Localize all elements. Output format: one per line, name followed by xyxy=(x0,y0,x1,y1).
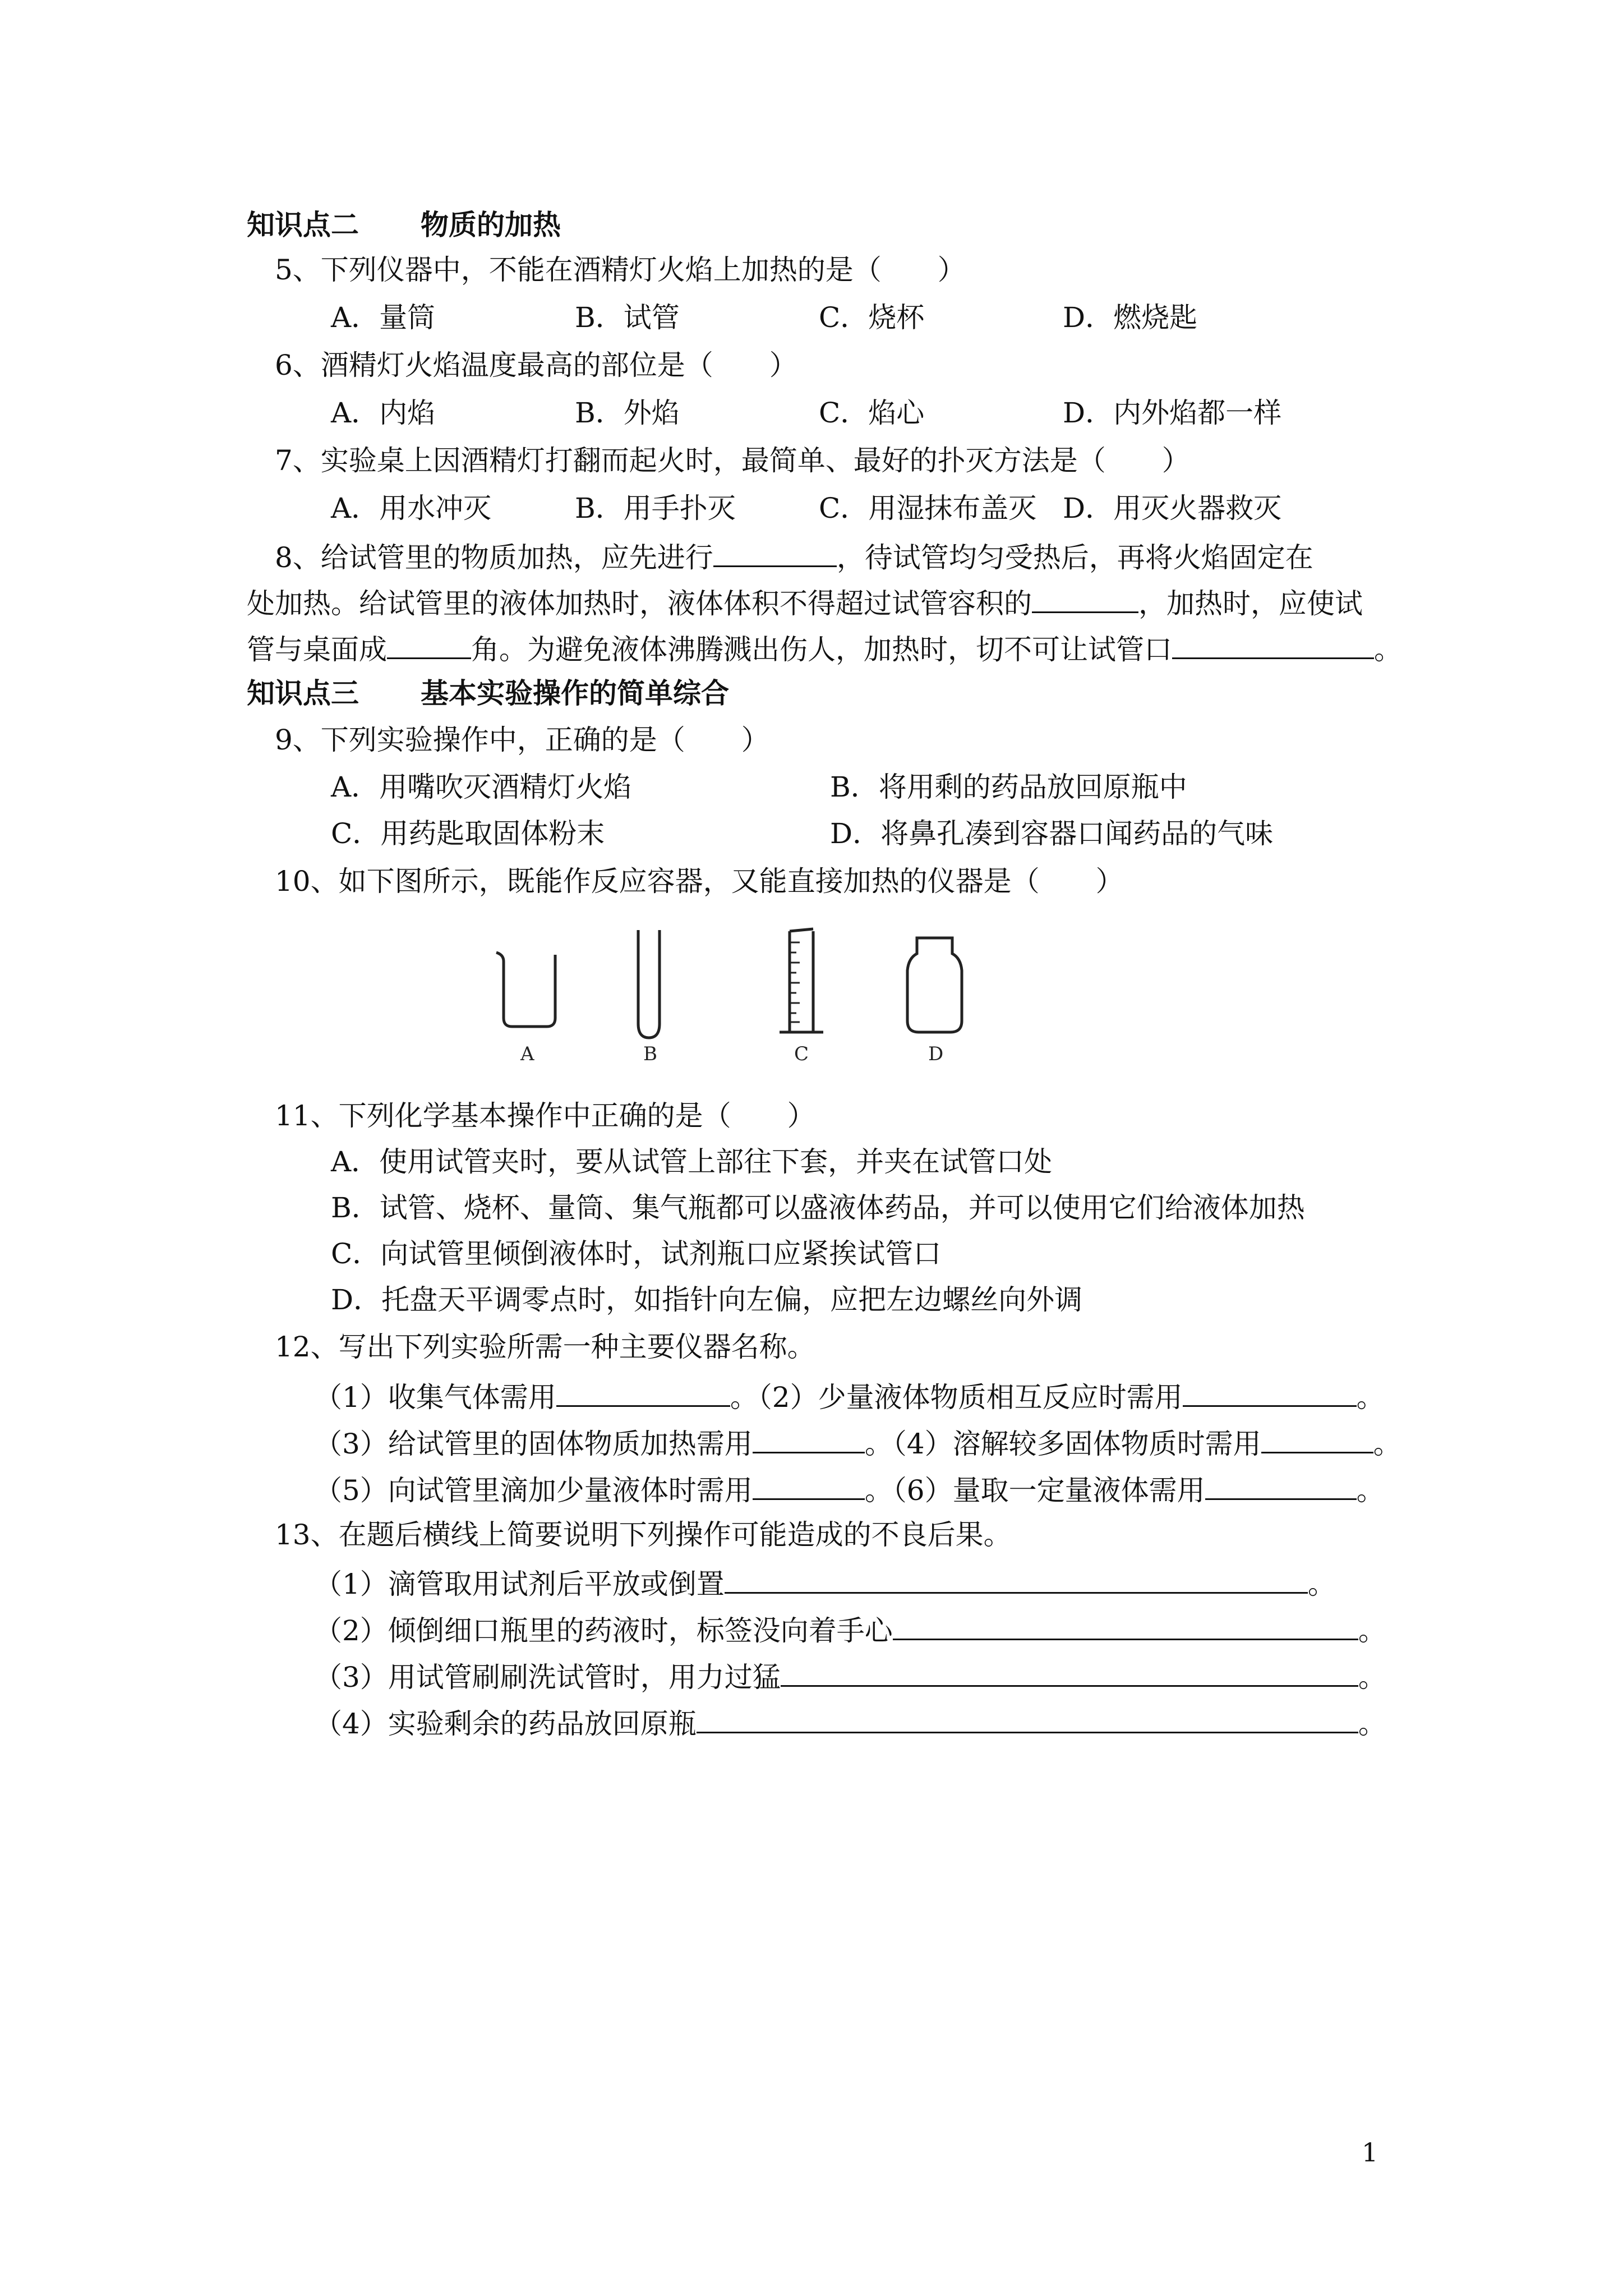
gas-jar-icon xyxy=(907,938,962,1032)
q12-text: （1）收集气体需用 xyxy=(314,1381,556,1414)
q11-option-d: D．托盘天平调零点时，如指针向左偏，应把左边螺丝向外调 xyxy=(331,1283,1083,1316)
q13-text: （2）倾倒细口瓶里的药液时，标签没向着手心 xyxy=(314,1614,893,1647)
question-6-stem: 6、酒精灯火焰温度最高的部位是（ ） xyxy=(275,349,797,381)
question-10-stem: 10、如下图所示，既能作反应容器，又能直接加热的仪器是（ ） xyxy=(275,865,1124,898)
q13-text: 。 xyxy=(1358,1661,1386,1694)
section-number: 知识点三 xyxy=(247,677,359,710)
q6-option-d: D．内外焰都一样 xyxy=(1063,397,1282,429)
q6-option-b: B．外焰 xyxy=(575,397,680,429)
q13-item-3 xyxy=(314,1657,1386,1695)
section-title: 基本实验操作的简单综合 xyxy=(421,677,729,710)
q13-text: （1）滴管取用试剂后平放或倒置 xyxy=(314,1568,725,1600)
answer-blank[interactable] xyxy=(781,1657,1358,1687)
answer-blank[interactable] xyxy=(753,1470,865,1500)
q11-option-c: C．向试管里倾倒液体时，试剂瓶口应紧挨试管口 xyxy=(331,1237,942,1270)
figure-label-a: A xyxy=(520,1043,534,1065)
q6-option-a: A．内焰 xyxy=(331,397,436,429)
q12-text: 。（4）溶解较多固体物质时需用 xyxy=(864,1428,1261,1460)
q13-text: （3）用试管刷刷洗试管时，用力过猛 xyxy=(314,1661,781,1694)
q12-text: 。 xyxy=(1356,1381,1385,1414)
figure-label-c: C xyxy=(794,1043,809,1065)
q13-text: 。 xyxy=(1307,1568,1336,1600)
q8-text: ，待试管均匀受热后，再将火焰固定在 xyxy=(836,541,1313,574)
q8-text: 8、给试管里的物质加热，应先进行 xyxy=(275,541,713,574)
question-8-line-2 xyxy=(247,583,1363,621)
q12-text: 。 xyxy=(1373,1428,1401,1460)
question-7-stem: 7、实验桌上因酒精灯打翻而起火时，最简单、最好的扑灭方法是（ ） xyxy=(275,444,1190,477)
q11-option-a: A．使用试管夹时，要从试管上部往下套，并夹在试管口处 xyxy=(331,1145,1053,1178)
section-number: 知识点二 xyxy=(247,209,359,241)
q8-text: 管与桌面成 xyxy=(247,633,387,666)
q8-text: ，加热时，应使试 xyxy=(1138,587,1363,620)
answer-blank[interactable] xyxy=(1172,629,1374,659)
q9-option-d: D．将鼻孔凑到容器口闻药品的气味 xyxy=(830,817,1274,850)
q6-option-c: C．焰心 xyxy=(819,397,925,429)
section-heading-3 xyxy=(247,676,729,711)
answer-blank[interactable] xyxy=(387,629,471,659)
q13-text: 。 xyxy=(1358,1708,1386,1740)
question-9-stem: 9、下列实验操作中，正确的是（ ） xyxy=(275,724,769,756)
question-13-stem: 13、在题后横线上简要说明下列操作可能造成的不良后果。 xyxy=(275,1519,1012,1551)
q13-item-1 xyxy=(314,1564,1336,1602)
q5-option-b: B．试管 xyxy=(575,301,680,334)
q13-item-4 xyxy=(314,1704,1386,1741)
q8-text: 处加热。给试管里的液体加热时，液体体积不得超过试管容积的 xyxy=(247,587,1032,620)
figure-label-b: B xyxy=(643,1043,657,1065)
q9-option-b: B．将用剩的药品放回原瓶中 xyxy=(830,771,1187,803)
answer-blank[interactable] xyxy=(1205,1470,1357,1500)
q8-text: 。 xyxy=(1374,633,1402,666)
q7-option-c: C．用湿抹布盖灭 xyxy=(819,492,1037,524)
q7-option-a: A．用水冲灭 xyxy=(331,492,492,524)
q12-text: 。（6）量取一定量液体需用 xyxy=(864,1474,1205,1507)
test-tube-icon xyxy=(638,930,660,1038)
question-8-line-3 xyxy=(247,629,1402,667)
answer-blank[interactable] xyxy=(697,1704,1358,1733)
answer-blank[interactable] xyxy=(753,1424,865,1453)
q7-option-b: B．用手扑灭 xyxy=(575,492,736,524)
answer-blank[interactable] xyxy=(1261,1424,1373,1453)
question-8-line-1 xyxy=(275,537,1313,575)
q5-option-d: D．燃烧匙 xyxy=(1063,301,1198,334)
answer-blank[interactable] xyxy=(713,537,837,567)
q13-text: 。 xyxy=(1358,1614,1386,1647)
beaker-icon xyxy=(496,953,555,1027)
q11-option-b: B．试管、烧杯、量筒、集气瓶都可以盛液体药品，并可以使用它们给液体加热 xyxy=(331,1191,1305,1224)
section-heading-2 xyxy=(247,208,561,242)
q12-text: （3）给试管里的固体物质加热需用 xyxy=(314,1428,753,1460)
section-title: 物质的加热 xyxy=(421,209,561,241)
q8-text: 角。为避免液体沸腾溅出伤人，加热时，切不可让试管口 xyxy=(471,633,1172,666)
answer-blank[interactable] xyxy=(725,1564,1308,1594)
apparatus-figure xyxy=(482,926,987,1071)
q9-option-c: C．用药匙取固体粉末 xyxy=(331,817,605,850)
question-12-stem: 12、写出下列实验所需一种主要仪器名称。 xyxy=(275,1331,815,1363)
q12-text: 。 xyxy=(1356,1474,1385,1507)
q12-row-2 xyxy=(314,1424,1401,1461)
q9-option-a: A．用嘴吹灭酒精灯火焰 xyxy=(331,771,632,803)
q5-option-c: C．烧杯 xyxy=(819,301,925,334)
answer-blank[interactable] xyxy=(556,1377,730,1407)
q12-row-3 xyxy=(314,1470,1385,1508)
question-5-stem: 5、下列仪器中，不能在酒精灯火焰上加热的是（ ） xyxy=(275,254,966,286)
q5-option-a: A．量筒 xyxy=(331,301,436,334)
q12-text: （5）向试管里滴加少量液体时需用 xyxy=(314,1474,753,1507)
answer-blank[interactable] xyxy=(1032,583,1138,613)
question-11-stem: 11、下列化学基本操作中正确的是（ ） xyxy=(275,1099,815,1132)
q13-item-2 xyxy=(314,1611,1386,1648)
page-number: 1 xyxy=(1362,2137,1378,2168)
q13-text: （4）实验剩余的药品放回原瓶 xyxy=(314,1708,697,1740)
answer-blank[interactable] xyxy=(893,1611,1358,1640)
figure-label-d: D xyxy=(928,1043,944,1065)
q12-text: 。（2）少量液体物质相互反应时需用 xyxy=(730,1381,1183,1414)
answer-blank[interactable] xyxy=(1183,1377,1357,1407)
q12-row-1 xyxy=(314,1377,1385,1415)
measuring-cylinder-icon xyxy=(780,929,823,1032)
q7-option-d: D．用灭火器救灭 xyxy=(1063,492,1282,524)
